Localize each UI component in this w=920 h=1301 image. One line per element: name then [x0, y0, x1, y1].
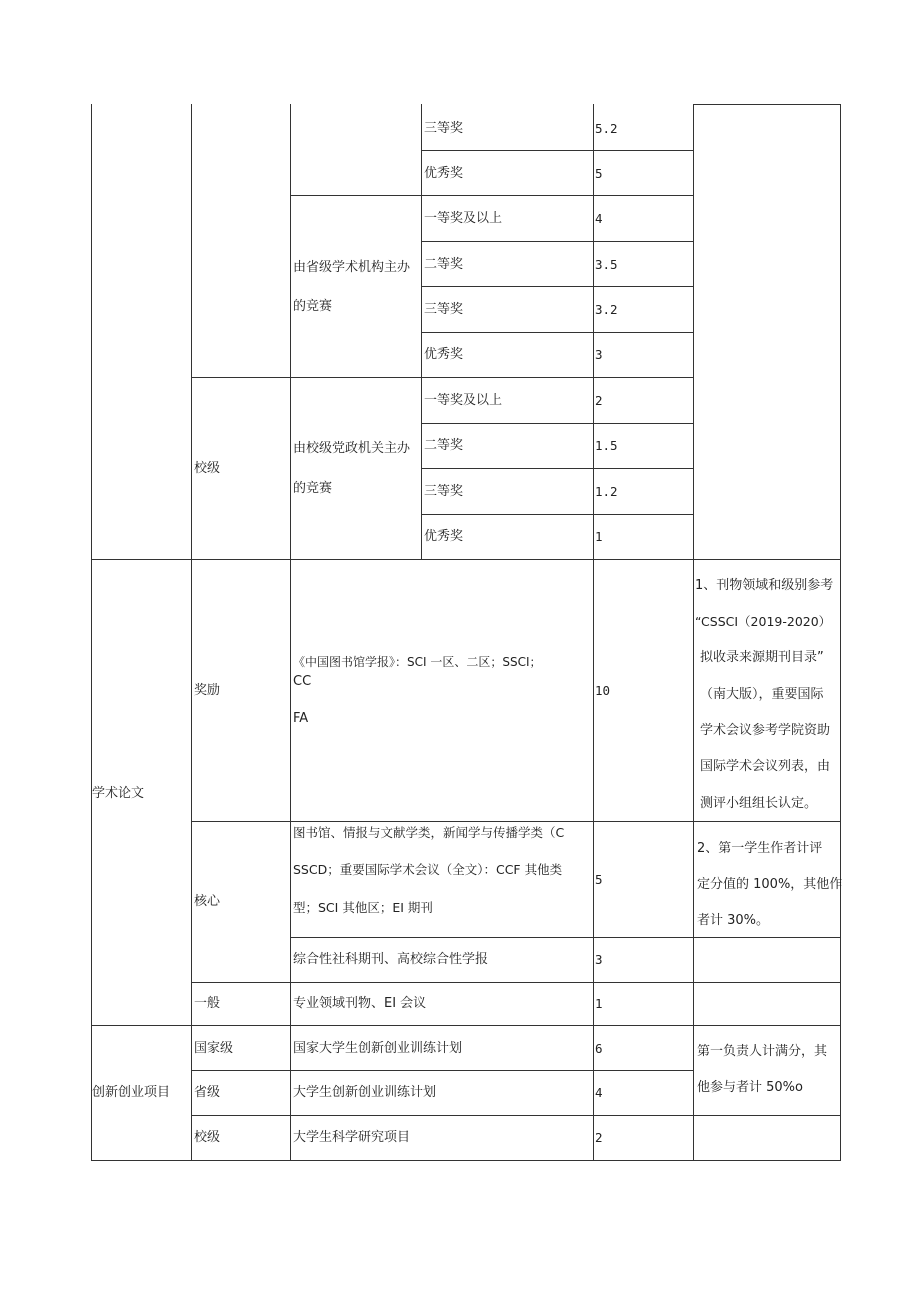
note-text: （南大版），重要国际	[700, 687, 824, 702]
grid-line	[421, 150, 694, 151]
score-value: 2	[595, 1130, 603, 1145]
organizer-text: 的竞赛	[293, 481, 333, 496]
score-value: 1	[595, 529, 603, 544]
note-text: 拟收录来源期刊目录”	[700, 650, 824, 665]
level-label: 奖励	[194, 683, 221, 698]
grid-line	[421, 423, 694, 424]
level-label: 校级	[194, 461, 221, 476]
grid-line	[91, 104, 92, 1161]
grid-line	[290, 104, 291, 1161]
paper-desc: 《中国图书馆学报》：SCI 一区、二区；SSCI；	[293, 655, 542, 669]
note-text: 定分值的 100%，其他作	[697, 877, 843, 892]
grid-line	[191, 104, 192, 1161]
award-label: 一等奖及以上	[424, 393, 503, 408]
grid-line	[290, 195, 694, 196]
paper-desc: 专业领域刊物、EI 会议	[293, 996, 427, 1011]
award-label: 三等奖	[424, 121, 464, 136]
grid-line	[290, 937, 841, 938]
score-value: 10	[595, 683, 611, 698]
project-desc: 国家大学生创新创业训练计划	[293, 1041, 463, 1056]
note-text: 者计 30%。	[697, 913, 770, 928]
award-label: 优秀奖	[424, 529, 464, 544]
grid-line	[421, 286, 694, 287]
score-value: 1.5	[595, 438, 618, 453]
level-label: 校级	[194, 1130, 221, 1145]
award-label: 二等奖	[424, 257, 464, 272]
score-value: 5	[595, 166, 603, 181]
level-label: 国家级	[194, 1041, 234, 1056]
grid-line	[421, 241, 694, 242]
score-value: 4	[595, 211, 603, 226]
paper-desc: FA	[293, 711, 309, 726]
grid-line	[191, 377, 694, 378]
grid-line	[91, 559, 841, 560]
award-label: 三等奖	[424, 484, 464, 499]
paper-desc: 综合性社科期刊、高校综合性学报	[293, 952, 489, 967]
score-value: 5	[595, 872, 603, 887]
grid-line	[191, 982, 841, 983]
level-label: 省级	[194, 1085, 221, 1100]
award-label: 优秀奖	[424, 166, 464, 181]
note-text: 他参与者计 50%o	[697, 1080, 803, 1095]
grid-line	[91, 1160, 841, 1161]
project-desc: 大学生科学研究项目	[293, 1130, 411, 1145]
level-label: 一般	[194, 996, 221, 1011]
score-value: 3	[595, 347, 603, 362]
category-label: 创新创业项目	[92, 1085, 171, 1100]
organizer-text: 由校级党政机关主办	[293, 441, 411, 456]
level-label: 核心	[194, 894, 221, 909]
grid-line	[421, 468, 694, 469]
note-text: 2、第一学生作者计评	[697, 841, 823, 856]
score-value: 1	[595, 996, 603, 1011]
paper-desc: 型；SCI 其他区；EI 期刊	[293, 900, 433, 915]
category-label: 学术论文	[92, 786, 145, 801]
grid-line	[693, 104, 841, 105]
paper-desc: SSCD；重要国际学术会议（全文）：CCF 其他类	[293, 862, 563, 877]
score-value: 1.2	[595, 484, 618, 499]
grid-line	[593, 104, 594, 1161]
paper-desc: CC	[293, 674, 312, 689]
grid-line	[191, 1115, 841, 1116]
score-value: 3.2	[595, 302, 618, 317]
score-value: 6	[595, 1041, 603, 1056]
grid-line	[191, 1070, 694, 1071]
award-label: 优秀奖	[424, 347, 464, 362]
score-value: 3	[595, 952, 603, 967]
note-text: 测评小组组长认定。	[700, 796, 818, 811]
grid-line	[840, 104, 841, 1161]
grid-line	[421, 514, 694, 515]
award-label: 一等奖及以上	[424, 211, 503, 226]
score-value: 5.2	[595, 121, 618, 136]
note-text: “CSSCI（2019-2020）	[695, 614, 832, 629]
paper-desc: 图书馆、情报与文献学类，新闻学与传播学类（C	[293, 825, 565, 840]
organizer-text: 由省级学术机构主办	[293, 260, 411, 275]
grid-line	[693, 104, 694, 1161]
award-label: 二等奖	[424, 438, 464, 453]
score-value: 2	[595, 393, 603, 408]
score-value: 3.5	[595, 257, 618, 272]
award-label: 三等奖	[424, 302, 464, 317]
grid-line	[91, 1025, 841, 1026]
project-desc: 大学生创新创业训练计划	[293, 1085, 437, 1100]
note-text: 国际学术会议列表，由	[700, 759, 831, 774]
note-text: 学术会议参考学院资助	[700, 723, 831, 738]
score-value: 4	[595, 1085, 603, 1100]
note-text: 第一负责人计满分，其	[697, 1044, 828, 1059]
organizer-text: 的竞赛	[293, 299, 333, 314]
grid-line	[421, 332, 694, 333]
note-text: 1、刊物领域和级别参考	[695, 578, 834, 593]
grid-line	[191, 821, 841, 822]
